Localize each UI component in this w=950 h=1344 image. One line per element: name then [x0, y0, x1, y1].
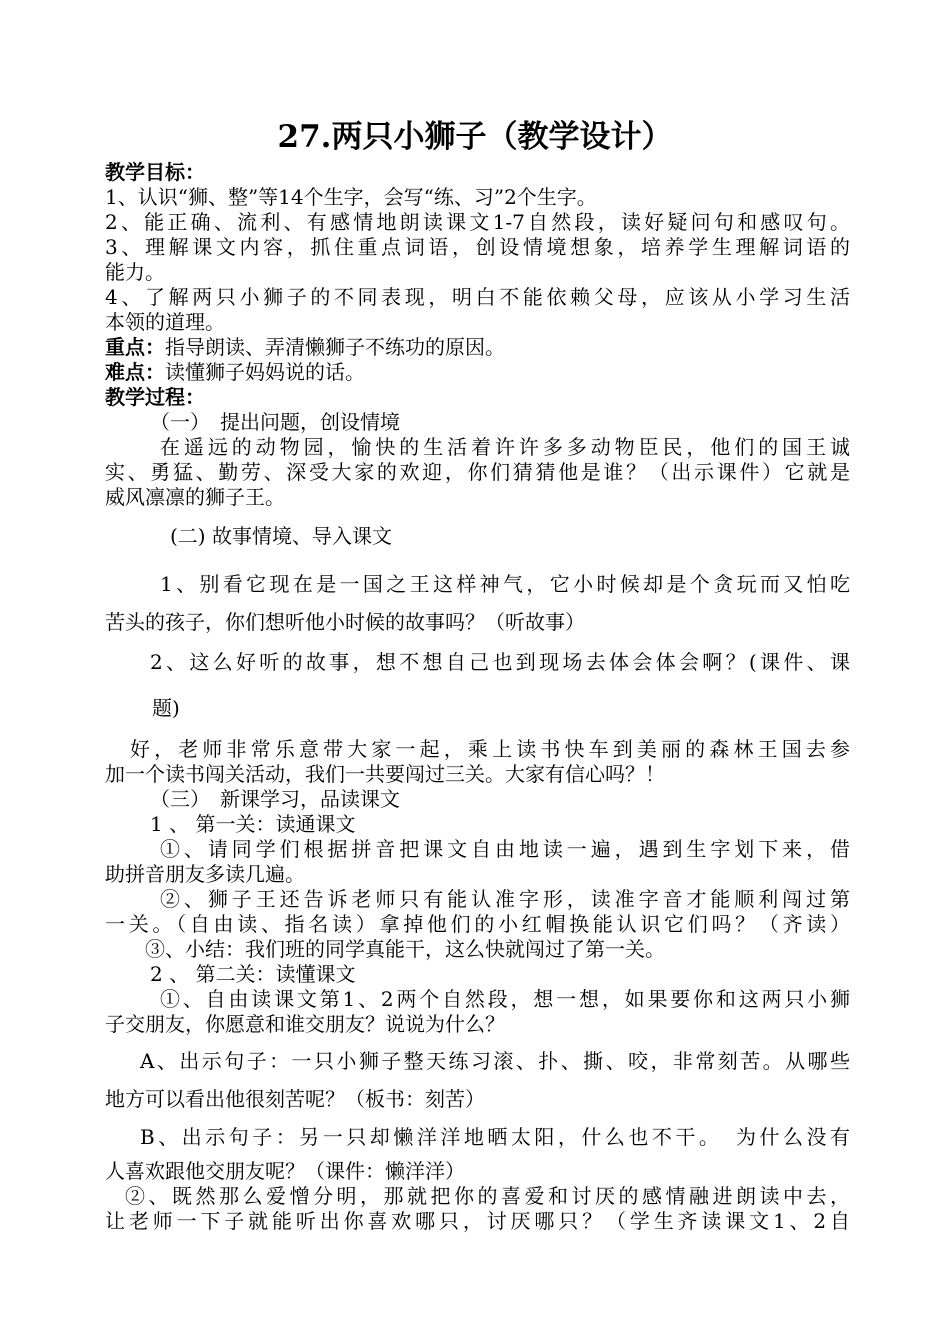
stage-2-item-2-line-1: ②、既然那么爱憎分明，那就把你的喜爱和讨厌的感情融进朗读中去， [125, 1184, 850, 1208]
sentence-b-line-2: 人喜欢跟他交朋友呢？（课件：懒洋洋） [105, 1159, 465, 1183]
para-2-line-2: 苦头的孩子，你们想听他小时候的故事吗？（听故事） [105, 610, 585, 634]
sentence-a-line-2: 地方可以看出他很刻苦呢？（板书：刻苦） [105, 1087, 485, 1111]
stage-2-item-1-line-2: 子交朋友，你愿意和谁交朋友？说说为什么？ [105, 1012, 505, 1036]
stage-1-item-3: ③、小结：我们班的同学真能干，这么快就闯过了第一关。 [145, 937, 665, 961]
stage-1-item-1-line-2: 助拼音朋友多读几遍。 [105, 862, 305, 886]
para-4-line-1: 好，老师非常乐意带大家一起，乘上读书快车到美丽的森林王国去参 [130, 737, 850, 761]
para-4-line-2: 加一个读书闯关活动，我们一共要闯过三关。大家有信心吗？！ [105, 762, 665, 786]
para-1-line-3: 威风凛凛的狮子王。 [105, 485, 285, 509]
goal-4-line-1: 4、了解两只小狮子的不同表现，明白不能依赖父母，应该从小学习生活 [105, 285, 850, 309]
key-point [105, 335, 850, 360]
document-title: 27.两只小狮子（教学设计） [277, 119, 673, 155]
stage-1-item-1-line-1: ①、请同学们根据拼音把课文自由地读一遍，遇到生字划下来，借 [160, 837, 850, 861]
goal-1: 1、认识“狮、整”等14个生字，会写“练、习”2个生字。 [105, 185, 597, 209]
stage-1-item-2-line-2: 一关。（自由读、指名读）拿掉他们的小红帽换能认识它们吗？（齐读） [105, 912, 850, 936]
section-2-heading: (二) 故事情境、导入课文 [170, 524, 392, 548]
goal-2: 2、能正确、流利、有感情地朗读课文1-7自然段，读好疑问句和感叹句。 [105, 210, 850, 234]
stage-1-heading: 1 、 第一关：读通课文 [150, 812, 356, 836]
goal-4-line-2: 本领的道理。 [105, 310, 225, 334]
difficulty-text: 读懂狮子妈妈说的话。 [165, 360, 365, 384]
stage-2-item-2-line-2: 让老师一下子就能听出你喜欢哪只，讨厌哪只？（学生齐读课文1、2自 [105, 1209, 850, 1233]
stage-1-item-2-line-1: ②、狮子王还告诉老师只有能认准字形，读准字音才能顺利闯过第 [160, 887, 850, 911]
para-1-line-2: 实、勇猛、勤劳、深受大家的欢迎，你们猜猜他是谁？（出示课件）它就是 [105, 460, 850, 484]
difficulty [105, 360, 850, 385]
goal-3-line-2: 能力。 [105, 260, 165, 284]
section-3-heading: （三） 新课学习，品读课文 [150, 787, 400, 811]
key-point-text: 指导朗读、弄清懒狮子不练功的原因。 [165, 335, 505, 359]
difficulty-label: 难点： [105, 360, 165, 384]
process-heading: 教学过程： [105, 385, 205, 409]
sentence-a-line-1: A、出示句子：一只小狮子整天练习滚、扑、撕、咬，非常刻苦。从哪些 [140, 1049, 850, 1073]
stage-2-heading: 2 、 第二关：读懂课文 [150, 962, 356, 986]
goal-3-line-1: 3、理解课文内容，抓住重点词语，创设情境想象，培养学生理解词语的 [105, 235, 850, 259]
section-1-heading: （一） 提出问题，创设情境 [150, 410, 400, 434]
key-point-label: 重点： [105, 335, 165, 359]
para-3-line-2: 题) [152, 696, 180, 720]
sentence-b-line-1: B、出示句子：另一只却懒洋洋地晒太阳，什么也不干。 为什么没有 [140, 1125, 850, 1149]
para-1-line-1: 在遥远的动物园，愉快的生活着许许多多动物臣民，他们的国王诚 [160, 435, 850, 459]
para-2-line-1: 1、别看它现在是一国之王这样神气，它小时候却是个贪玩而又怕吃 [160, 572, 850, 596]
goals-heading: 教学目标： [105, 160, 205, 184]
para-3-line-1: 2、这么好听的故事，想不想自己也到现场去体会体会啊？(课件、课 [150, 650, 850, 674]
stage-2-item-1-line-1: ①、自由读课文第1、2两个自然段，想一想，如果要你和这两只小狮 [160, 987, 850, 1011]
